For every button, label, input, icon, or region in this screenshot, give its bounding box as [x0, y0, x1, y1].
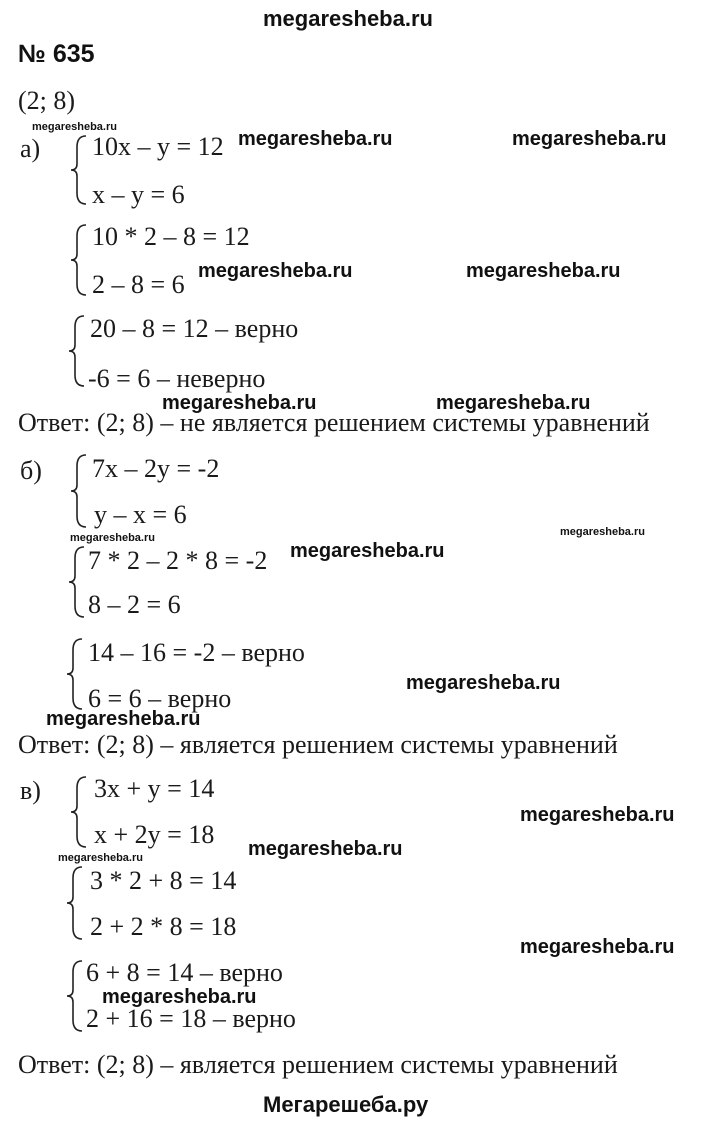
watermark: megaresheba.ru [406, 672, 561, 694]
part-v-substitution-eq1: 3 * 2 + 8 = 14 [90, 866, 237, 895]
part-b-system-eq1: 7x – 2y = -2 [92, 454, 220, 483]
part-a-check-eq1: 20 – 8 = 12 – верно [90, 314, 299, 343]
part-v-system-brace [68, 774, 90, 850]
watermark: megaresheba.ru [102, 986, 257, 1008]
watermark: megaresheba.ru [512, 128, 667, 150]
part-b-substitution-brace [66, 544, 88, 620]
watermark: megaresheba.ru [436, 392, 591, 414]
part-b-check-eq1: 14 – 16 = -2 – верно [88, 638, 305, 667]
watermark: megaresheba.ru [560, 526, 645, 538]
part-b-substitution-eq2: 8 – 2 = 6 [88, 590, 181, 619]
part-a-label: а) [20, 134, 41, 163]
part-v-label: в) [20, 776, 41, 805]
header-site-title: megaresheba.ru [263, 6, 433, 31]
part-b-label: б) [20, 456, 42, 485]
watermark: megaresheba.ru [520, 936, 675, 958]
problem-number: № 635 [18, 40, 95, 68]
part-a-check-brace [66, 313, 88, 389]
part-b-system-eq2: y – x = 6 [94, 500, 187, 529]
part-a-check-eq2: -6 = 6 – неверно [88, 364, 266, 393]
footer-site-title: Мегарешеба.ру [263, 1092, 429, 1117]
part-v-substitution-eq2: 2 + 2 * 8 = 18 [90, 912, 237, 941]
watermark: megaresheba.ru [32, 121, 117, 133]
watermark: megaresheba.ru [248, 838, 403, 860]
part-b-substitution-eq1: 7 * 2 – 2 * 8 = -2 [88, 546, 268, 575]
part-v-check-eq2: 2 + 16 = 18 – верно [86, 1004, 296, 1033]
watermark: megaresheba.ru [162, 392, 317, 414]
watermark: megaresheba.ru [58, 852, 143, 864]
watermark: megaresheba.ru [238, 128, 393, 150]
part-v-answer: Ответ: (2; 8) – является решением системы уравнений [18, 1050, 618, 1079]
watermark: megaresheba.ru [70, 532, 155, 544]
part-b-check-eq2: 6 = 6 – верно [88, 684, 232, 713]
part-v-system-eq2: x + 2y = 18 [94, 820, 215, 849]
part-v-check-eq1: 6 + 8 = 14 – верно [86, 958, 283, 987]
watermark: megaresheba.ru [290, 540, 445, 562]
part-v-substitution-brace [64, 864, 86, 942]
part-a-system-eq2: x – y = 6 [92, 180, 185, 209]
part-a-answer: Ответ: (2; 8) – не является решением системы уравнений [18, 408, 650, 437]
watermark: megaresheba.ru [198, 260, 353, 282]
part-a-system-eq1: 10x – y = 12 [92, 132, 224, 161]
part-a-substitution-eq2: 2 – 8 = 6 [92, 270, 185, 299]
part-a-system-brace [68, 133, 90, 207]
part-v-system-eq1: 3x + y = 14 [94, 774, 215, 803]
part-b-system-brace [68, 452, 90, 530]
watermark: megaresheba.ru [520, 804, 675, 826]
part-a-substitution-eq1: 10 * 2 – 8 = 12 [92, 222, 250, 251]
part-v-check-brace [64, 958, 86, 1034]
part-b-check-brace [64, 636, 86, 712]
part-a-substitution-brace [68, 222, 90, 298]
part-b-answer: Ответ: (2; 8) – является решением системы уравнений [18, 730, 618, 759]
watermark: megaresheba.ru [466, 260, 621, 282]
given-point: (2; 8) [18, 86, 76, 115]
watermark: megaresheba.ru [46, 708, 201, 730]
